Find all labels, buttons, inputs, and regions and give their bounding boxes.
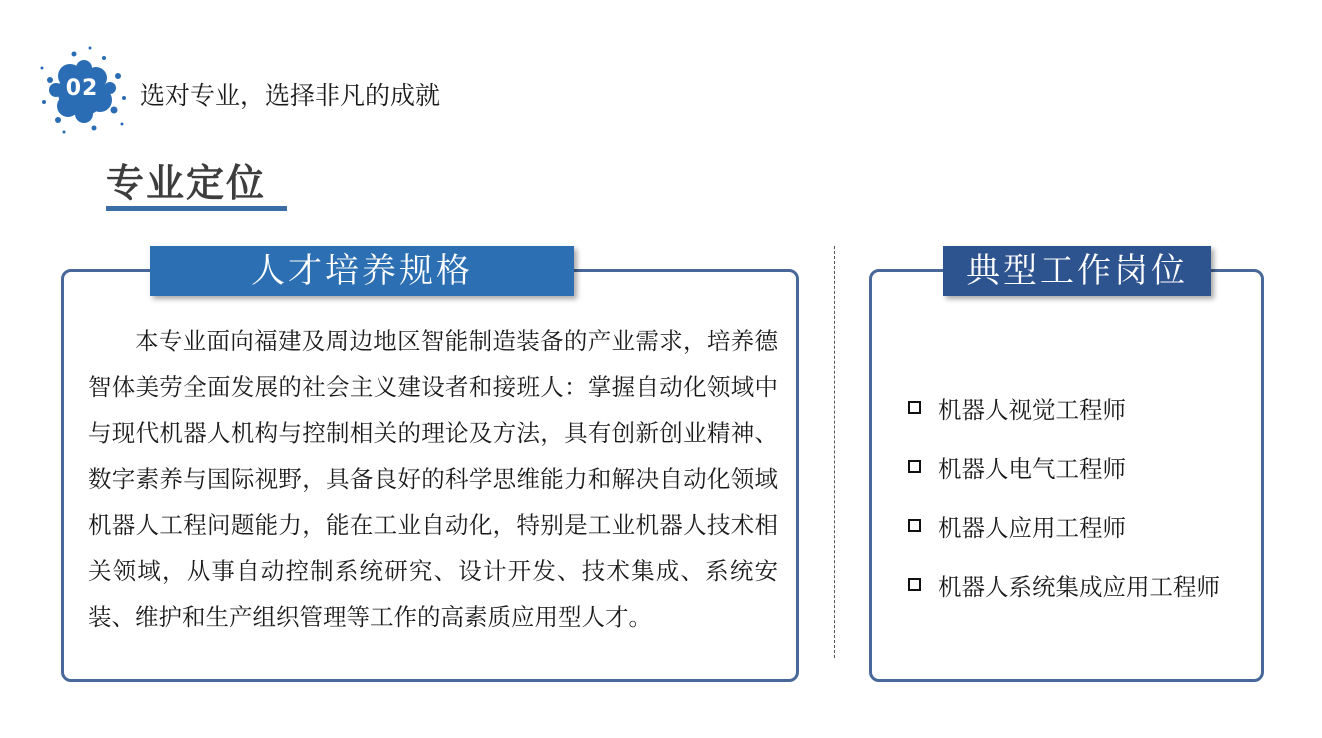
section-number-badge <box>34 40 134 140</box>
job-title: 机器人系统集成应用工程师 <box>938 572 1220 601</box>
job-title: 机器人应用工程师 <box>938 513 1126 542</box>
list-item <box>908 437 1220 496</box>
page-title: 专业定位 <box>106 161 267 205</box>
section-number: 02 <box>65 76 99 101</box>
job-title: 机器人电气工程师 <box>938 454 1126 483</box>
jobs-header: 典型工作岗位 <box>943 246 1211 296</box>
square-bullet-icon <box>908 578 921 591</box>
job-list <box>908 378 1220 614</box>
talent-spec-header: 人才培养规格 <box>150 246 574 296</box>
talent-spec-body: 本专业面向福建及周边地区智能制造装备的产业需求，培养德智体美劳全面发展的社会主义建设者和接班人：掌握自动化领域中与现代机器人机构与控制相关的理论及方法，具有创新创业精神、数字素养与国际视野，具备良好的科学思维能力和解决自动化领域机器人工程问题能力，能在工业自动化，特别是工业机器人技术相关领域，从事自动控制系统研究、设计开发、技术集成、系统安装、维护和生产组织管理等工作的高素质应用型人才。 <box>88 327 778 631</box>
list-item <box>908 496 1220 555</box>
square-bullet-icon <box>908 519 921 532</box>
dashed-divider <box>834 246 835 658</box>
title-underline <box>106 206 287 211</box>
job-title: 机器人视觉工程师 <box>938 395 1126 424</box>
section-title: 选对专业，选择非凡的成就 <box>140 81 441 110</box>
list-item <box>908 378 1220 437</box>
list-item <box>908 555 1220 614</box>
square-bullet-icon <box>908 460 921 473</box>
square-bullet-icon <box>908 401 921 414</box>
